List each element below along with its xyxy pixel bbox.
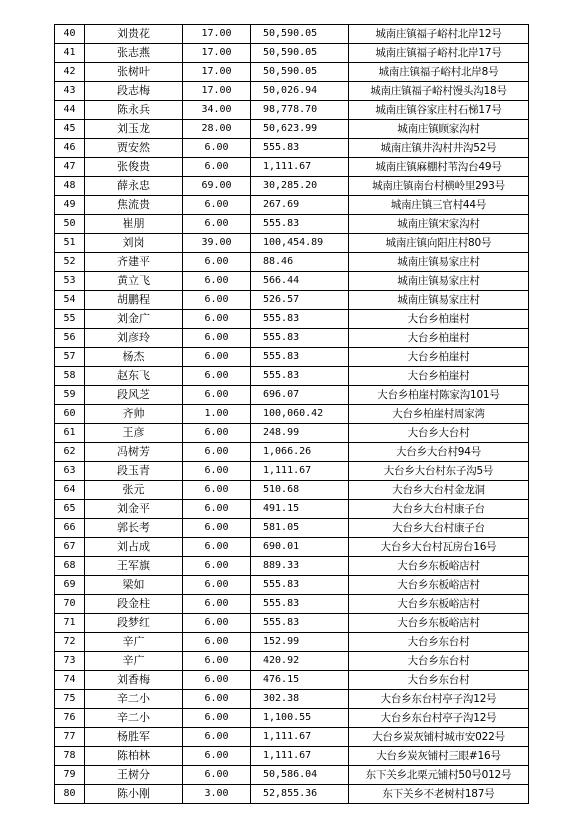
- amount-value-cell: 100,454.89: [251, 234, 349, 253]
- amount-value-cell: 555.83: [251, 576, 349, 595]
- row-number-cell: 52: [55, 253, 85, 272]
- row-number-cell: 48: [55, 177, 85, 196]
- table-row: [55, 576, 529, 595]
- area-value-cell: 6.00: [183, 595, 251, 614]
- amount-value-cell: 1,111.67: [251, 747, 349, 766]
- person-name-cell: 王彦: [85, 424, 183, 443]
- row-number-cell: 75: [55, 690, 85, 709]
- amount-value-cell: 1,111.67: [251, 728, 349, 747]
- row-number-cell: 50: [55, 215, 85, 234]
- amount-value-cell: 555.83: [251, 614, 349, 633]
- area-value-cell: 6.00: [183, 557, 251, 576]
- person-name-cell: 张树叶: [85, 63, 183, 82]
- address-cell: 大台乡东板峪店村: [349, 614, 529, 633]
- area-value-cell: 1.00: [183, 405, 251, 424]
- person-name-cell: 段金柱: [85, 595, 183, 614]
- address-cell: 城南庄镇易家庄村: [349, 272, 529, 291]
- table-row: [55, 63, 529, 82]
- row-number-cell: 61: [55, 424, 85, 443]
- amount-value-cell: 50,586.04: [251, 766, 349, 785]
- address-cell: 大台乡柏崖村: [349, 367, 529, 386]
- amount-value-cell: 100,060.42: [251, 405, 349, 424]
- amount-value-cell: 267.69: [251, 196, 349, 215]
- address-cell: 大台乡东台村: [349, 671, 529, 690]
- address-cell: 大台乡大台村康子台: [349, 500, 529, 519]
- amount-value-cell: 555.83: [251, 595, 349, 614]
- person-name-cell: 薛永忠: [85, 177, 183, 196]
- table-row: [55, 728, 529, 747]
- person-name-cell: 刘贵花: [85, 25, 183, 44]
- area-value-cell: 28.00: [183, 120, 251, 139]
- area-value-cell: 17.00: [183, 82, 251, 101]
- area-value-cell: 69.00: [183, 177, 251, 196]
- area-value-cell: 17.00: [183, 25, 251, 44]
- table-row: [55, 139, 529, 158]
- person-name-cell: 段志梅: [85, 82, 183, 101]
- area-value-cell: 6.00: [183, 747, 251, 766]
- person-name-cell: 刘金平: [85, 500, 183, 519]
- area-value-cell: 6.00: [183, 386, 251, 405]
- address-cell: 大台乡大台村瓦房台16号: [349, 538, 529, 557]
- amount-value-cell: 50,590.05: [251, 25, 349, 44]
- area-value-cell: 6.00: [183, 196, 251, 215]
- area-value-cell: 6.00: [183, 329, 251, 348]
- row-number-cell: 53: [55, 272, 85, 291]
- person-name-cell: 齐建平: [85, 253, 183, 272]
- row-number-cell: 65: [55, 500, 85, 519]
- amount-value-cell: 50,026.94: [251, 82, 349, 101]
- person-name-cell: 齐帅: [85, 405, 183, 424]
- address-cell: 大台乡东台村: [349, 652, 529, 671]
- area-value-cell: 6.00: [183, 633, 251, 652]
- person-name-cell: 张志燕: [85, 44, 183, 63]
- address-cell: 大台乡大台村: [349, 424, 529, 443]
- address-cell: 大台乡东台村: [349, 633, 529, 652]
- person-name-cell: 贾安然: [85, 139, 183, 158]
- address-cell: 大台乡柏崖村: [349, 310, 529, 329]
- amount-value-cell: 476.15: [251, 671, 349, 690]
- address-cell: 城南庄镇井沟村井沟52号: [349, 139, 529, 158]
- address-cell: 城南庄镇三官村44号: [349, 196, 529, 215]
- address-cell: 城南庄镇易家庄村: [349, 253, 529, 272]
- address-cell: 大台乡东板峪店村: [349, 557, 529, 576]
- person-name-cell: 杨胜军: [85, 728, 183, 747]
- table-row: [55, 329, 529, 348]
- person-name-cell: 段梦红: [85, 614, 183, 633]
- person-name-cell: 胡鹏程: [85, 291, 183, 310]
- amount-value-cell: 555.83: [251, 139, 349, 158]
- row-number-cell: 51: [55, 234, 85, 253]
- table-row: [55, 690, 529, 709]
- area-value-cell: 6.00: [183, 272, 251, 291]
- area-value-cell: 6.00: [183, 538, 251, 557]
- address-cell: 大台乡柏崖村: [349, 348, 529, 367]
- table-row: [55, 158, 529, 177]
- area-value-cell: 6.00: [183, 481, 251, 500]
- area-value-cell: 34.00: [183, 101, 251, 120]
- row-number-cell: 73: [55, 652, 85, 671]
- address-cell: 大台乡大台村94号: [349, 443, 529, 462]
- area-value-cell: 6.00: [183, 424, 251, 443]
- table-row: [55, 82, 529, 101]
- row-number-cell: 60: [55, 405, 85, 424]
- table-row: [55, 709, 529, 728]
- row-number-cell: 74: [55, 671, 85, 690]
- table-row: [55, 557, 529, 576]
- address-cell: 大台乡东台村亭子沟12号: [349, 709, 529, 728]
- area-value-cell: 3.00: [183, 785, 251, 804]
- address-cell: 东下关乡不老树村187号: [349, 785, 529, 804]
- row-number-cell: 78: [55, 747, 85, 766]
- person-name-cell: 刘金广: [85, 310, 183, 329]
- area-value-cell: 6.00: [183, 443, 251, 462]
- row-number-cell: 70: [55, 595, 85, 614]
- amount-value-cell: 526.57: [251, 291, 349, 310]
- row-number-cell: 64: [55, 481, 85, 500]
- address-cell: 东下关乡北栗元铺村50号012号: [349, 766, 529, 785]
- table-row: [55, 500, 529, 519]
- address-cell: 大台乡东板峪店村: [349, 576, 529, 595]
- amount-value-cell: 50,590.05: [251, 63, 349, 82]
- amount-value-cell: 88.46: [251, 253, 349, 272]
- person-name-cell: 梁如: [85, 576, 183, 595]
- area-value-cell: 6.00: [183, 158, 251, 177]
- amount-value-cell: 1,111.67: [251, 158, 349, 177]
- area-value-cell: 6.00: [183, 291, 251, 310]
- table-row: [55, 44, 529, 63]
- amount-value-cell: 30,285.20: [251, 177, 349, 196]
- table-row: [55, 633, 529, 652]
- row-number-cell: 79: [55, 766, 85, 785]
- area-value-cell: 6.00: [183, 500, 251, 519]
- table-body: [55, 25, 529, 804]
- compensation-table: [54, 24, 529, 804]
- amount-value-cell: 491.15: [251, 500, 349, 519]
- row-number-cell: 45: [55, 120, 85, 139]
- address-cell: 城南庄镇谷家庄村石梯17号: [349, 101, 529, 120]
- amount-value-cell: 50,590.05: [251, 44, 349, 63]
- person-name-cell: 辛广: [85, 652, 183, 671]
- area-value-cell: 6.00: [183, 367, 251, 386]
- table-row: [55, 367, 529, 386]
- address-cell: 城南庄镇向阳庄村80号: [349, 234, 529, 253]
- amount-value-cell: 566.44: [251, 272, 349, 291]
- row-number-cell: 77: [55, 728, 85, 747]
- table-row: [55, 462, 529, 481]
- row-number-cell: 47: [55, 158, 85, 177]
- person-name-cell: 陈小刚: [85, 785, 183, 804]
- row-number-cell: 56: [55, 329, 85, 348]
- row-number-cell: 43: [55, 82, 85, 101]
- table-row: [55, 671, 529, 690]
- area-value-cell: 6.00: [183, 215, 251, 234]
- address-cell: 城南庄镇福子峪村北岸8号: [349, 63, 529, 82]
- person-name-cell: 张元: [85, 481, 183, 500]
- table-row: [55, 481, 529, 500]
- address-cell: 大台乡柏崖村: [349, 329, 529, 348]
- table-row: [55, 348, 529, 367]
- person-name-cell: 辛二小: [85, 709, 183, 728]
- table-row: [55, 291, 529, 310]
- table-row: [55, 424, 529, 443]
- person-name-cell: 刘占成: [85, 538, 183, 557]
- table-row: [55, 215, 529, 234]
- table-row: [55, 272, 529, 291]
- amount-value-cell: 152.99: [251, 633, 349, 652]
- area-value-cell: 39.00: [183, 234, 251, 253]
- area-value-cell: 17.00: [183, 44, 251, 63]
- row-number-cell: 49: [55, 196, 85, 215]
- area-value-cell: 6.00: [183, 690, 251, 709]
- address-cell: 大台乡大台村东子沟5号: [349, 462, 529, 481]
- person-name-cell: 刘香梅: [85, 671, 183, 690]
- person-name-cell: 张俊贵: [85, 158, 183, 177]
- area-value-cell: 6.00: [183, 576, 251, 595]
- row-number-cell: 58: [55, 367, 85, 386]
- area-value-cell: 6.00: [183, 253, 251, 272]
- address-cell: 大台乡柏崖村周家湾: [349, 405, 529, 424]
- row-number-cell: 71: [55, 614, 85, 633]
- row-number-cell: 68: [55, 557, 85, 576]
- person-name-cell: 段风芝: [85, 386, 183, 405]
- address-cell: 城南庄镇福子峪村馒头沟18号: [349, 82, 529, 101]
- person-name-cell: 崔朋: [85, 215, 183, 234]
- person-name-cell: 辛广: [85, 633, 183, 652]
- row-number-cell: 69: [55, 576, 85, 595]
- table-row: [55, 652, 529, 671]
- address-cell: 城南庄镇顾家沟村: [349, 120, 529, 139]
- amount-value-cell: 889.33: [251, 557, 349, 576]
- area-value-cell: 6.00: [183, 310, 251, 329]
- address-cell: 大台乡炭灰铺村三眼#16号: [349, 747, 529, 766]
- area-value-cell: 6.00: [183, 671, 251, 690]
- person-name-cell: 冯树芳: [85, 443, 183, 462]
- table-row: [55, 386, 529, 405]
- row-number-cell: 72: [55, 633, 85, 652]
- amount-value-cell: 50,623.99: [251, 120, 349, 139]
- table-row: [55, 253, 529, 272]
- amount-value-cell: 555.83: [251, 348, 349, 367]
- person-name-cell: 刘岗: [85, 234, 183, 253]
- area-value-cell: 6.00: [183, 348, 251, 367]
- row-number-cell: 76: [55, 709, 85, 728]
- row-number-cell: 57: [55, 348, 85, 367]
- row-number-cell: 62: [55, 443, 85, 462]
- table-row: [55, 766, 529, 785]
- area-value-cell: 6.00: [183, 462, 251, 481]
- table-row: [55, 120, 529, 139]
- row-number-cell: 66: [55, 519, 85, 538]
- person-name-cell: 刘玉龙: [85, 120, 183, 139]
- amount-value-cell: 1,100.55: [251, 709, 349, 728]
- row-number-cell: 44: [55, 101, 85, 120]
- row-number-cell: 54: [55, 291, 85, 310]
- row-number-cell: 42: [55, 63, 85, 82]
- amount-value-cell: 555.83: [251, 329, 349, 348]
- table-row: [55, 405, 529, 424]
- amount-value-cell: 420.92: [251, 652, 349, 671]
- amount-value-cell: 1,066.26: [251, 443, 349, 462]
- table-row: [55, 785, 529, 804]
- address-cell: 城南庄镇福子峪村北岸12号: [349, 25, 529, 44]
- table-row: [55, 443, 529, 462]
- address-cell: 城南庄镇麻棚村苇沟台49号: [349, 158, 529, 177]
- person-name-cell: 赵东飞: [85, 367, 183, 386]
- area-value-cell: 6.00: [183, 519, 251, 538]
- table-row: [55, 196, 529, 215]
- amount-value-cell: 1,111.67: [251, 462, 349, 481]
- person-name-cell: 杨杰: [85, 348, 183, 367]
- person-name-cell: 焦流贵: [85, 196, 183, 215]
- person-name-cell: 陈柏林: [85, 747, 183, 766]
- address-cell: 城南庄镇福子峪村北岸17号: [349, 44, 529, 63]
- amount-value-cell: 510.68: [251, 481, 349, 500]
- area-value-cell: 6.00: [183, 766, 251, 785]
- row-number-cell: 55: [55, 310, 85, 329]
- area-value-cell: 6.00: [183, 728, 251, 747]
- amount-value-cell: 696.07: [251, 386, 349, 405]
- address-cell: 大台乡炭灰铺村城市安022号: [349, 728, 529, 747]
- address-cell: 城南庄镇易家庄村: [349, 291, 529, 310]
- table-row: [55, 310, 529, 329]
- amount-value-cell: 690.01: [251, 538, 349, 557]
- person-name-cell: 王树分: [85, 766, 183, 785]
- table-row: [55, 25, 529, 44]
- amount-value-cell: 581.05: [251, 519, 349, 538]
- table-row: [55, 747, 529, 766]
- row-number-cell: 67: [55, 538, 85, 557]
- person-name-cell: 陈永兵: [85, 101, 183, 120]
- area-value-cell: 6.00: [183, 139, 251, 158]
- area-value-cell: 6.00: [183, 614, 251, 633]
- amount-value-cell: 302.38: [251, 690, 349, 709]
- table-row: [55, 519, 529, 538]
- area-value-cell: 6.00: [183, 709, 251, 728]
- amount-value-cell: 555.83: [251, 310, 349, 329]
- amount-value-cell: 98,778.70: [251, 101, 349, 120]
- row-number-cell: 46: [55, 139, 85, 158]
- row-number-cell: 80: [55, 785, 85, 804]
- area-value-cell: 6.00: [183, 652, 251, 671]
- row-number-cell: 41: [55, 44, 85, 63]
- table-row: [55, 177, 529, 196]
- person-name-cell: 辛二小: [85, 690, 183, 709]
- area-value-cell: 17.00: [183, 63, 251, 82]
- table-row: [55, 101, 529, 120]
- address-cell: 大台乡东板峪店村: [349, 595, 529, 614]
- amount-value-cell: 52,855.36: [251, 785, 349, 804]
- table-row: [55, 538, 529, 557]
- person-name-cell: 黄立飞: [85, 272, 183, 291]
- address-cell: 大台乡大台村康子台: [349, 519, 529, 538]
- address-cell: 大台乡柏崖村陈家沟101号: [349, 386, 529, 405]
- person-name-cell: 段玉青: [85, 462, 183, 481]
- address-cell: 大台乡东台村亭子沟12号: [349, 690, 529, 709]
- person-name-cell: 郭长考: [85, 519, 183, 538]
- amount-value-cell: 555.83: [251, 367, 349, 386]
- row-number-cell: 59: [55, 386, 85, 405]
- row-number-cell: 40: [55, 25, 85, 44]
- row-number-cell: 63: [55, 462, 85, 481]
- table-row: [55, 614, 529, 633]
- amount-value-cell: 555.83: [251, 215, 349, 234]
- table-row: [55, 234, 529, 253]
- person-name-cell: 王军旗: [85, 557, 183, 576]
- address-cell: 大台乡大台村金龙洞: [349, 481, 529, 500]
- person-name-cell: 刘彦玲: [85, 329, 183, 348]
- amount-value-cell: 248.99: [251, 424, 349, 443]
- address-cell: 城南庄镇宋家沟村: [349, 215, 529, 234]
- table-row: [55, 595, 529, 614]
- address-cell: 城南庄镇南台村横岭里293号: [349, 177, 529, 196]
